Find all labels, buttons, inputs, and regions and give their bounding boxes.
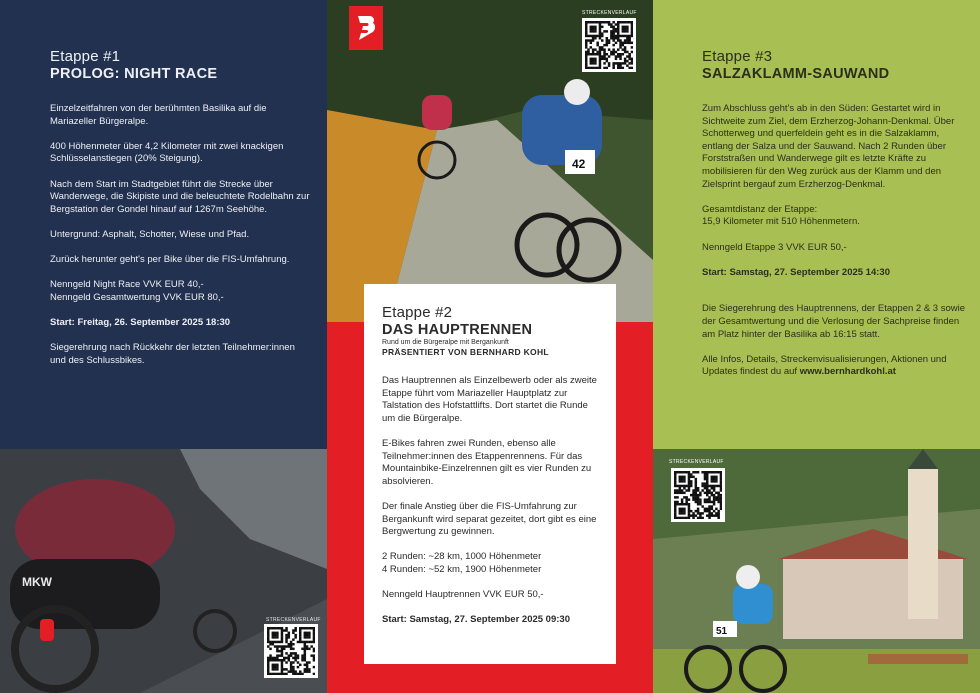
- stage1-title: PROLOG: NIGHT RACE: [50, 66, 218, 82]
- stage1-paragraph: 400 Höhenmeter über 4,2 Kilometer mit zwei knackigen Schlüsselanstiegen (20% Steigung).: [50, 140, 284, 165]
- qr-code-stage2[interactable]: [582, 18, 636, 72]
- stage2-number: Etappe #2: [382, 304, 453, 321]
- stage2-subtitle: Rund um die Bürgeralpe mit Bergankunft: [382, 339, 509, 346]
- stage3-distance: 15,9 Kilometer mit 510 Höhenmetern.: [702, 216, 860, 228]
- stage1-paragraph: Zurück herunter geht's per Bike über die FIS-Umfahrung.: [50, 254, 290, 266]
- jersey-text: MKW: [22, 575, 52, 589]
- stage2-description: [382, 375, 602, 627]
- stage3-paragraph: Zum Abschluss geht's ab in den Süden: Gestartet wird in Sichtweite zum Ziel, dem Erzherzog-Johann-Denkmal. Über Schotterweg und querfeldein geht es in die Salzaklamm, entlang der Salza und der Sauwand. Nach 2 Runden über Forststraßen und Wanderwege gilt es letzte Kräfte zu mobilisieren für den Weg zurück aus der Klamm und den Zielsprint bergauf zum Erzherzog-Denkmal.: [702, 103, 955, 190]
- stage3-title: SALZAKLAMM-SAUWAND: [702, 66, 890, 82]
- qr-label: STRECKENVERLAUF: [266, 617, 321, 623]
- qr-code-stage3[interactable]: [671, 468, 725, 522]
- stage2-route-long: 4 Runden: ~52 km, 1900 Höhenmeter: [382, 563, 542, 575]
- stage1-header: [50, 48, 217, 82]
- bib-number: 51: [716, 626, 728, 637]
- stage2-fee: Nenngeld Hauptrennen VVK EUR 50,-: [382, 589, 544, 601]
- website-link[interactable]: www.bernhardkohl.at: [799, 366, 896, 378]
- qr-code-icon: [585, 21, 633, 69]
- stage3-info: [702, 354, 967, 379]
- stage2-paragraph: Das Hauptrennen als Einzelbewerb oder als zweite Etappe führt vom Mariazeller Hauptplatz zur Talstation des Hofstattlifts. Dort startet die Runde um die Bürgeralpe.: [382, 375, 597, 424]
- stage3-header: [702, 48, 889, 82]
- stage3-panel: [653, 0, 980, 449]
- stage2-route-short: 2 Runden: ~28 km, 1000 Höhenmeter: [382, 551, 542, 563]
- qr-label: STRECKENVERLAUF: [669, 459, 724, 465]
- bib-number: 42: [572, 157, 586, 171]
- stage2-card: [364, 284, 616, 664]
- brand-logo: [349, 6, 383, 50]
- stage1-paragraph: Untergrund: Asphalt, Schotter, Wiese und Pfad.: [50, 228, 250, 240]
- qr-code-icon: [674, 471, 722, 519]
- brand-logo-icon: [355, 14, 377, 42]
- stage2-presenter: PRÄSENTIERT VON BERNHARD KOHL: [382, 347, 549, 357]
- qr-code-stage1[interactable]: [264, 624, 318, 678]
- stage1-paragraph: Einzelzeitfahren von der berühmten Basilika auf die Mariazeller Bürgeralpe.: [50, 103, 267, 127]
- stage3-ceremony: Die Siegerehrung des Hauptrennens, der Etappen 2 & 3 sowie der Gesamtwertung und die Verlosung der Sachpreise finden am Platz hinter der Basilika ab 16:15 statt.: [702, 303, 966, 340]
- stage3-number: Etappe #3: [702, 48, 773, 65]
- stage1-number: Etappe #1: [50, 48, 121, 65]
- stage2-paragraph: Der finale Anstieg über die FIS-Umfahrung zur Bergankunft wird separat gezeitet, dort gibt es eine Bergwertung zu gewinnen.: [382, 500, 597, 538]
- qr-code-icon: [267, 627, 315, 675]
- stage2-title: DAS HAUPTRENNEN: [382, 322, 533, 338]
- stage2-start: Start: Samstag, 27. September 2025 09:30: [382, 614, 570, 626]
- stage3-start: Start: Samstag, 27. September 2025 14:30: [702, 266, 890, 278]
- stage1-ceremony: Siegerehrung nach Rückkehr der letzten Teilnehmer:innen und des Schlussbikes.: [50, 342, 295, 366]
- stage2-paragraph: E-Bikes fahren zwei Runden, ebenso alle Teilnehmer:innen des Etappenrennens. Für das Mountainbike-Einzelrennen gilt es vier Runden zu absolvieren.: [382, 437, 592, 487]
- stage1-fee-total: Nenngeld Gesamtwertung VVK EUR 80,-: [50, 291, 224, 303]
- stage1-panel: [0, 0, 327, 449]
- stage1-start: Start: Freitag, 26. September 2025 18:30: [50, 317, 231, 329]
- stage1-paragraph: Nach dem Start im Stadtgebiet führt die Strecke über Wanderwege, die Skipiste und die beleuchtete Rodelbahn zur Bergstation der Gondel hinauf auf 1267m Seehöhe.: [50, 178, 310, 215]
- qr-label: STRECKENVERLAUF: [582, 10, 637, 16]
- stage3-fee: Nenngeld Etappe 3 VVK EUR 50,-: [702, 241, 847, 253]
- stage1-fee-night: Nenngeld Night Race VVK EUR 40,-: [50, 279, 204, 291]
- stage1-description: [50, 103, 310, 380]
- stage3-info-text: Alle Infos, Details, Streckenvisualisierungen, Aktionen und Updates findest du auf: [702, 353, 947, 378]
- stage3-distance-label: Gesamtdistanz der Etappe:: [702, 203, 818, 215]
- stage3-description: [702, 103, 967, 391]
